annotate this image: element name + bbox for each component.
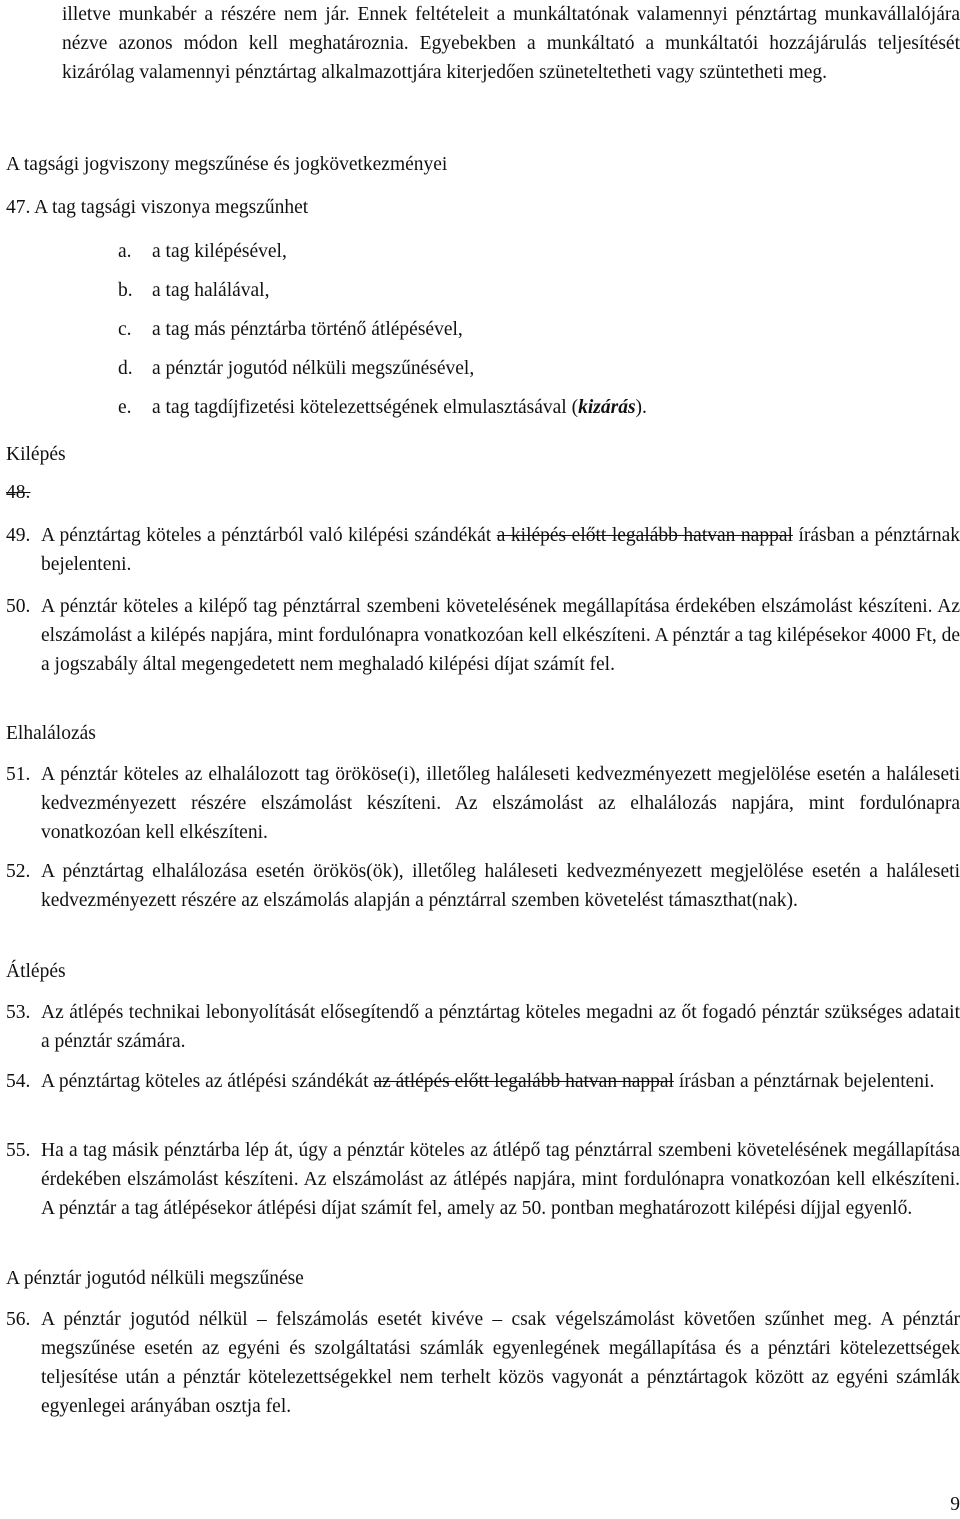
page-number: 9: [950, 1494, 960, 1515]
item-body: Az átlépés technikai lebonyolítását elősegítendő a pénztártag köteles megadni az őt fogadó pénztár szükséges adatait a pénztár számára.: [41, 1002, 960, 1052]
item-body: A pénztár köteles az elhalálozott tag örököse(i), illetőleg haláleseti kedvezményezett megjelölése esetén a haláleseti kedvezményezett részére elszámolást készíteni. Az elszámolást az elhalálozás napjára, mint fordulónapra vonatkozóan kell elkészíteni.: [41, 764, 960, 843]
list-text: a tag kilépésével,: [152, 241, 287, 262]
item-51: [6, 760, 960, 847]
list-letter: e.: [118, 397, 132, 418]
list-text: a tag más pénztárba történő átlépésével,: [152, 319, 463, 340]
item-body: A pénztár jogutód nélkül – felszámolás esetét kivéve – csak végelszámolást követően szűnhet meg. A pénztár megszűnése esetén az egyéni és szolgáltatási számlák egyenlegének megállapítása és a pénztári kötelezettségek teljesítése után a pénztár kötelezettségekkel nem terhelt közös vagyonát a pénztártagok között az egyéni számlák egyenlegei arányában osztja fel.: [41, 1309, 960, 1417]
item-47: 47. A tag tagsági viszonya megszűnhet: [6, 197, 309, 218]
item-number: 49.: [6, 525, 31, 546]
item-54: [6, 1067, 960, 1096]
section-heading-jogutod: A pénztár jogutód nélküli megszűnése: [6, 1268, 304, 1289]
section-heading-kilepes: Kilépés: [6, 444, 66, 465]
struck-text: a kilépés előtt legalább hatvan nappal: [496, 525, 793, 546]
item-55: [6, 1136, 960, 1223]
item-text: írásban a pénztárnak bejelenteni.: [673, 1071, 935, 1092]
item-56: [6, 1305, 960, 1421]
list-item: [118, 237, 647, 276]
paren-close: ).: [635, 397, 647, 418]
item-body: A pénztár köteles a kilépő tag pénztárral szembeni követelésének megállapítása érdekében elszámolást készíteni. Az elszámolást a kilépés napjára, mint fordulónapra vonatkozóan kell elkészíteni. A pénztár a tag kilépésekor 4000 Ft, de a jogszabály által megengedetett nem meghaladó kilépési díjat számít fel.: [41, 596, 960, 675]
item-number: 53.: [6, 1002, 31, 1023]
item-number: 52.: [6, 861, 31, 882]
list-item: [118, 315, 647, 354]
item-body: A pénztártag elhalálozása esetén örökös(ök), illetőleg haláleseti kedvezményezett megjelölése esetén a haláleseti kedvezményezett részére az elszámolás alapján a pénztárral szemben követelést támaszthat(nak).: [41, 861, 960, 911]
item-50: [6, 592, 960, 679]
item-text: írásban a pénztárnak bejelenteni.: [41, 525, 960, 575]
list-letter: b.: [118, 280, 133, 301]
item-number: 51.: [6, 764, 31, 785]
item-text: A pénztártag köteles a pénztárból való kilépési szándékát: [41, 525, 497, 546]
exclusion-term: kizárás: [578, 397, 636, 418]
list-letter: a.: [118, 241, 132, 262]
list-letter: c.: [118, 319, 132, 340]
list-item: [118, 276, 647, 315]
struck-text: az átlépés előtt legalább hatvan nappal: [373, 1071, 674, 1092]
item-number: 56.: [6, 1309, 31, 1330]
item-52: [6, 857, 960, 915]
item-number: 54.: [6, 1071, 31, 1092]
list-text: a pénztár jogutód nélküli megszűnésével,: [152, 358, 475, 379]
section-heading-atlepes: Átlépés: [6, 961, 66, 982]
list-text: a tag halálával,: [152, 280, 270, 301]
item-body: [41, 1067, 960, 1096]
item-number: 50.: [6, 596, 31, 617]
list-item: [118, 393, 647, 432]
section-heading-elhalalozas: Elhalálozás: [6, 723, 96, 744]
item-number: 55.: [6, 1140, 31, 1161]
list-letter: d.: [118, 358, 133, 379]
item-48-struck: 48.: [6, 482, 31, 503]
list-text: a tag tagdíjfizetési kötelezettségének elmulasztásával: [152, 397, 567, 418]
section-heading-membership-termination: A tagsági jogviszony megszűnése és jogkövetkezményei: [6, 154, 448, 175]
item-49: [6, 521, 960, 579]
intro-paragraph: illetve munkabér a részére nem jár. Ennek feltételeit a munkáltatónak valamennyi pénztártag munkavállalójára nézve azonos módon kell meghatároznia. Egyebekben a munkáltató a munkáltatói hozzájárulás teljesítését kizárólag valamennyi pénztártag alkalmazottjára kiterjedően szüneteltetheti vagy szüntetheti meg.: [62, 4, 960, 83]
termination-list: [118, 237, 647, 432]
item-53: [6, 998, 960, 1056]
paren-open: (: [571, 397, 579, 418]
item-body: Ha a tag másik pénztárba lép át, úgy a pénztár köteles az átlépő tag pénztárral szembeni követelésének megállapítása érdekében elszámolást készíteni. Az elszámolást az átlépés napjára, mint fordulónapra vonatkozóan kell elkészíteni. A pénztár a tag átlépésekor átlépési díjat számít fel, amely az 50. pontban meghatározott kilépési díjjal egyenlő.: [41, 1140, 960, 1219]
item-text: A pénztártag köteles az átlépési szándékát: [41, 1071, 374, 1092]
item-body: [41, 521, 960, 579]
list-item: [118, 354, 647, 393]
